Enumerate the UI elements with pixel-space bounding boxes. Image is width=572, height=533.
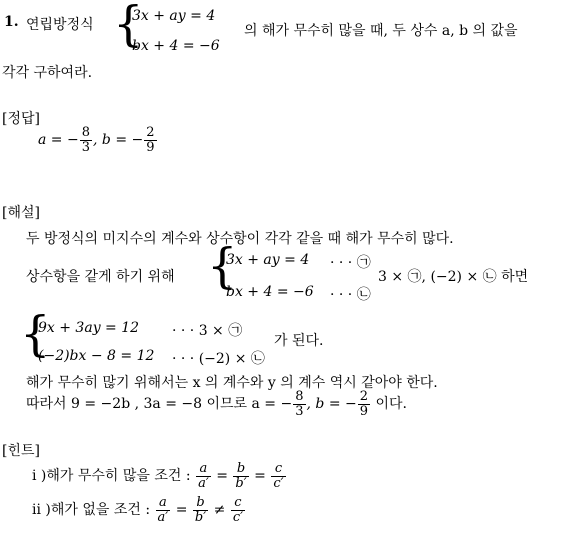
sys1-eq1: 3x + ay = 4 — [226, 252, 310, 268]
frac-c-den: c′ — [273, 475, 284, 491]
frac-b-num: b — [196, 495, 205, 510]
hint-i-eq2: = — [254, 468, 266, 485]
sys2-tail: 가 된다. — [274, 333, 324, 349]
answer-b-den: 9 — [146, 139, 155, 155]
frac-c-num: c — [234, 495, 242, 510]
problem-eq2: bx + 4 = −6 — [132, 38, 220, 54]
frac-b-den: b′ — [235, 475, 247, 491]
line5-a-num: 8 — [295, 389, 304, 404]
line5-b-den: 9 — [359, 403, 369, 419]
problem-line2: 각각 구하여라. — [2, 65, 93, 81]
line5-b-fraction — [358, 390, 370, 418]
answer-a-num: 8 — [81, 125, 90, 140]
answer-b-num: 2 — [146, 125, 155, 140]
hint-i-frac-b — [233, 462, 248, 490]
system2-brace: { — [20, 306, 51, 362]
sys2-eq1: 9x + 3ay = 12 — [38, 320, 140, 336]
hint-i — [32, 462, 287, 490]
solution-line4: 해가 무수히 많기 위해서는 x 의 계수와 y 의 계수 역시 같아야 한다. — [26, 375, 438, 391]
hint-ii-frac-c — [231, 496, 245, 524]
frac-b-num: b — [236, 461, 246, 476]
frac-a-num: a — [159, 495, 167, 510]
hint-ii-neq: ≠ — [213, 502, 226, 519]
frac-c-den: c′ — [232, 509, 244, 525]
sys1-eq2-tag: · · · ㉡ — [330, 287, 371, 303]
line5-lead: 따라서 9 = −2b , 3a = −8 이므로 a = − — [26, 396, 293, 413]
system-brace: { — [113, 0, 144, 52]
answer-a-den: 3 — [81, 139, 90, 155]
answer-label: [정답] — [2, 111, 40, 127]
frac-a-num: a — [199, 461, 208, 476]
hint-label: [힌트] — [2, 443, 40, 459]
problem-eq1: 3x + ay = 4 — [132, 8, 216, 24]
sys1-eq2: bx + 4 = −6 — [226, 284, 314, 300]
line5-a-fraction — [293, 390, 305, 418]
answer-a-lhs: a = − — [38, 132, 79, 149]
frac-c-num: c — [274, 461, 283, 476]
hint-ii-lead: ii )해가 없을 조건 : — [32, 502, 151, 519]
solution-line2-tail: 3 × ㉠, (−2) × ㉡ 하면 — [378, 269, 529, 285]
answer-b-lhs: , b = − — [93, 132, 144, 149]
solution-line5 — [26, 390, 407, 418]
answer-a-fraction — [80, 126, 92, 154]
frac-a-den: a′ — [198, 475, 209, 491]
frac-a-den: a′ — [157, 509, 169, 525]
problem-number: 1. — [4, 14, 19, 30]
line5-tail: 이다. — [375, 396, 407, 413]
sys2-eq1-tag: · · · 3 × ㉠ — [172, 323, 243, 339]
hint-ii-frac-a — [156, 496, 171, 524]
hint-i-frac-a — [196, 462, 211, 490]
solution-label: [해설] — [2, 205, 40, 221]
hint-ii — [32, 496, 246, 524]
hint-i-lead: i )해가 무수히 많을 조건 : — [32, 468, 191, 485]
system1-brace: { — [207, 238, 238, 294]
sys2-eq2: (−2)bx − 8 = 12 — [38, 348, 155, 364]
answer-expression — [38, 126, 158, 154]
hint-i-frac-c — [271, 462, 285, 490]
sys2-eq2-tag: · · · (−2) × ㉡ — [172, 351, 265, 367]
line5-b-num: 2 — [359, 389, 369, 404]
problem-tail: 의 해가 무수히 많을 때, 두 상수 a, b 의 값을 — [244, 23, 518, 39]
frac-b-den: b′ — [194, 509, 207, 525]
line5-a-den: 3 — [295, 403, 304, 419]
solution-line2-lead: 상수항을 같게 하기 위해 — [26, 269, 175, 285]
problem-lead: 연립방정식 — [26, 17, 94, 33]
sys1-eq1-tag: · · · ㉠ — [330, 255, 371, 271]
hint-i-eq1: = — [216, 468, 228, 485]
hint-ii-eq: = — [175, 502, 188, 519]
line5-mid: , b = − — [306, 396, 357, 413]
answer-b-fraction — [144, 126, 156, 154]
hint-ii-frac-b — [193, 496, 208, 524]
solution-line1: 두 방정식의 미지수의 계수와 상수항이 각각 같을 때 해가 무수히 많다. — [26, 231, 454, 247]
